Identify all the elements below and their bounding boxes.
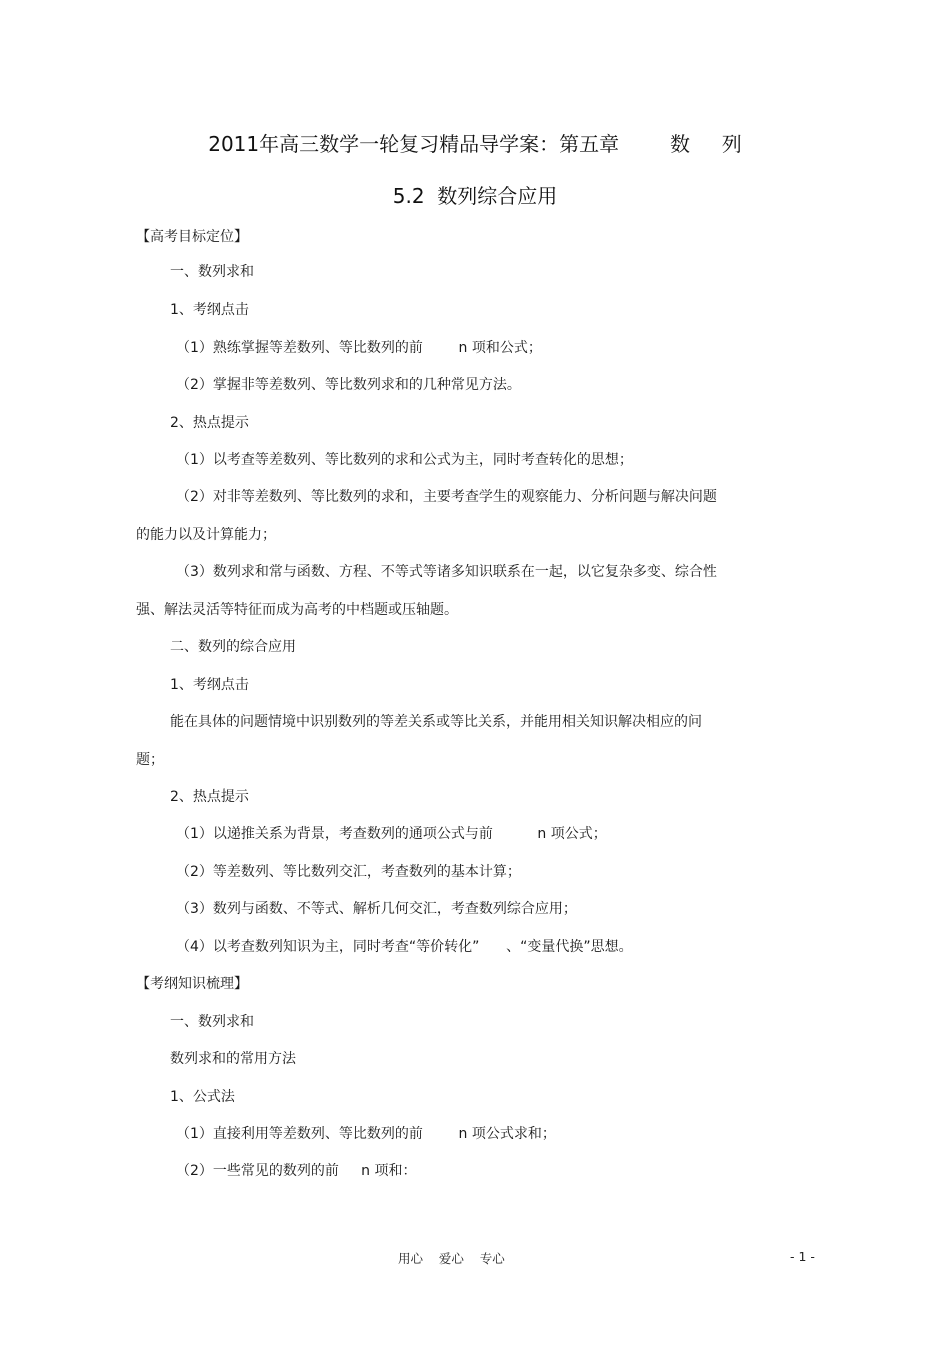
text-line: 数列求和的常用方法: [170, 1051, 296, 1067]
heading-sequence-sum: 一、数列求和: [170, 264, 254, 280]
heading-gaokao-target: 【高考目标定位】: [136, 229, 248, 245]
heading-hot-points: 2、热点提示: [170, 415, 249, 431]
heading-knowledge-review: 【考纲知识梳理】: [136, 976, 248, 992]
text-line: 题；: [136, 752, 164, 768]
footer-motto: 用心 爱心 专心: [398, 1251, 505, 1266]
text-line: 能在具体的问题情境中识别数列的等差关系或等比关系，并能用相关知识解决相应的问: [170, 714, 702, 730]
page-title: 2011年高三数学一轮复习精品导学案：第五章 数 列: [208, 132, 742, 156]
heading-syllabus-points: 1、考纲点击: [170, 302, 249, 318]
heading-sequence-application: 二、数列的综合应用: [170, 639, 296, 655]
text-line: （2）一些常见的数列的前 n 项和：: [176, 1163, 417, 1179]
text-line: （2）对非等差数列、等比数列的求和，主要考查学生的观察能力、分析问题与解决问题: [176, 489, 717, 505]
heading-formula-method: 1、公式法: [170, 1089, 235, 1105]
text-line: （3）数列与函数、不等式、解析几何交汇，考查数列综合应用；: [176, 901, 577, 917]
text-line: （2）等差数列、等比数列交汇，考查数列的基本计算；: [176, 864, 521, 880]
text-line: （1）熟练掌握等差数列、等比数列的前 n 项和公式；: [176, 340, 542, 356]
text-line: （3）数列求和常与函数、方程、不等式等诸多知识联系在一起，以它复杂多变、综合性: [176, 564, 717, 580]
section-subtitle: 5.2 数列综合应用: [392, 184, 558, 208]
heading-sequence-sum: 一、数列求和: [170, 1014, 254, 1030]
text-line: 强、解法灵活等特征而成为高考的中档题或压轴题。: [136, 602, 458, 618]
heading-hot-points: 2、热点提示: [170, 789, 249, 805]
text-line: （1）以递推关系为背景，考查数列的通项公式与前 n 项公式；: [176, 826, 607, 842]
text-line: （4）以考查数列知识为主，同时考查“等价转化” 、“变量代换”思想。: [176, 939, 633, 955]
text-line: （1）以考查等差数列、等比数列的求和公式为主，同时考查转化的思想；: [176, 452, 633, 468]
text-line: （1）直接利用等差数列、等比数列的前 n 项公式求和；: [176, 1126, 556, 1142]
text-line: 的能力以及计算能力；: [136, 527, 276, 543]
page-number: - 1 -: [790, 1249, 815, 1264]
heading-syllabus-points: 1、考纲点击: [170, 677, 249, 693]
text-line: （2）掌握非等差数列、等比数列求和的几种常见方法。: [176, 377, 521, 393]
